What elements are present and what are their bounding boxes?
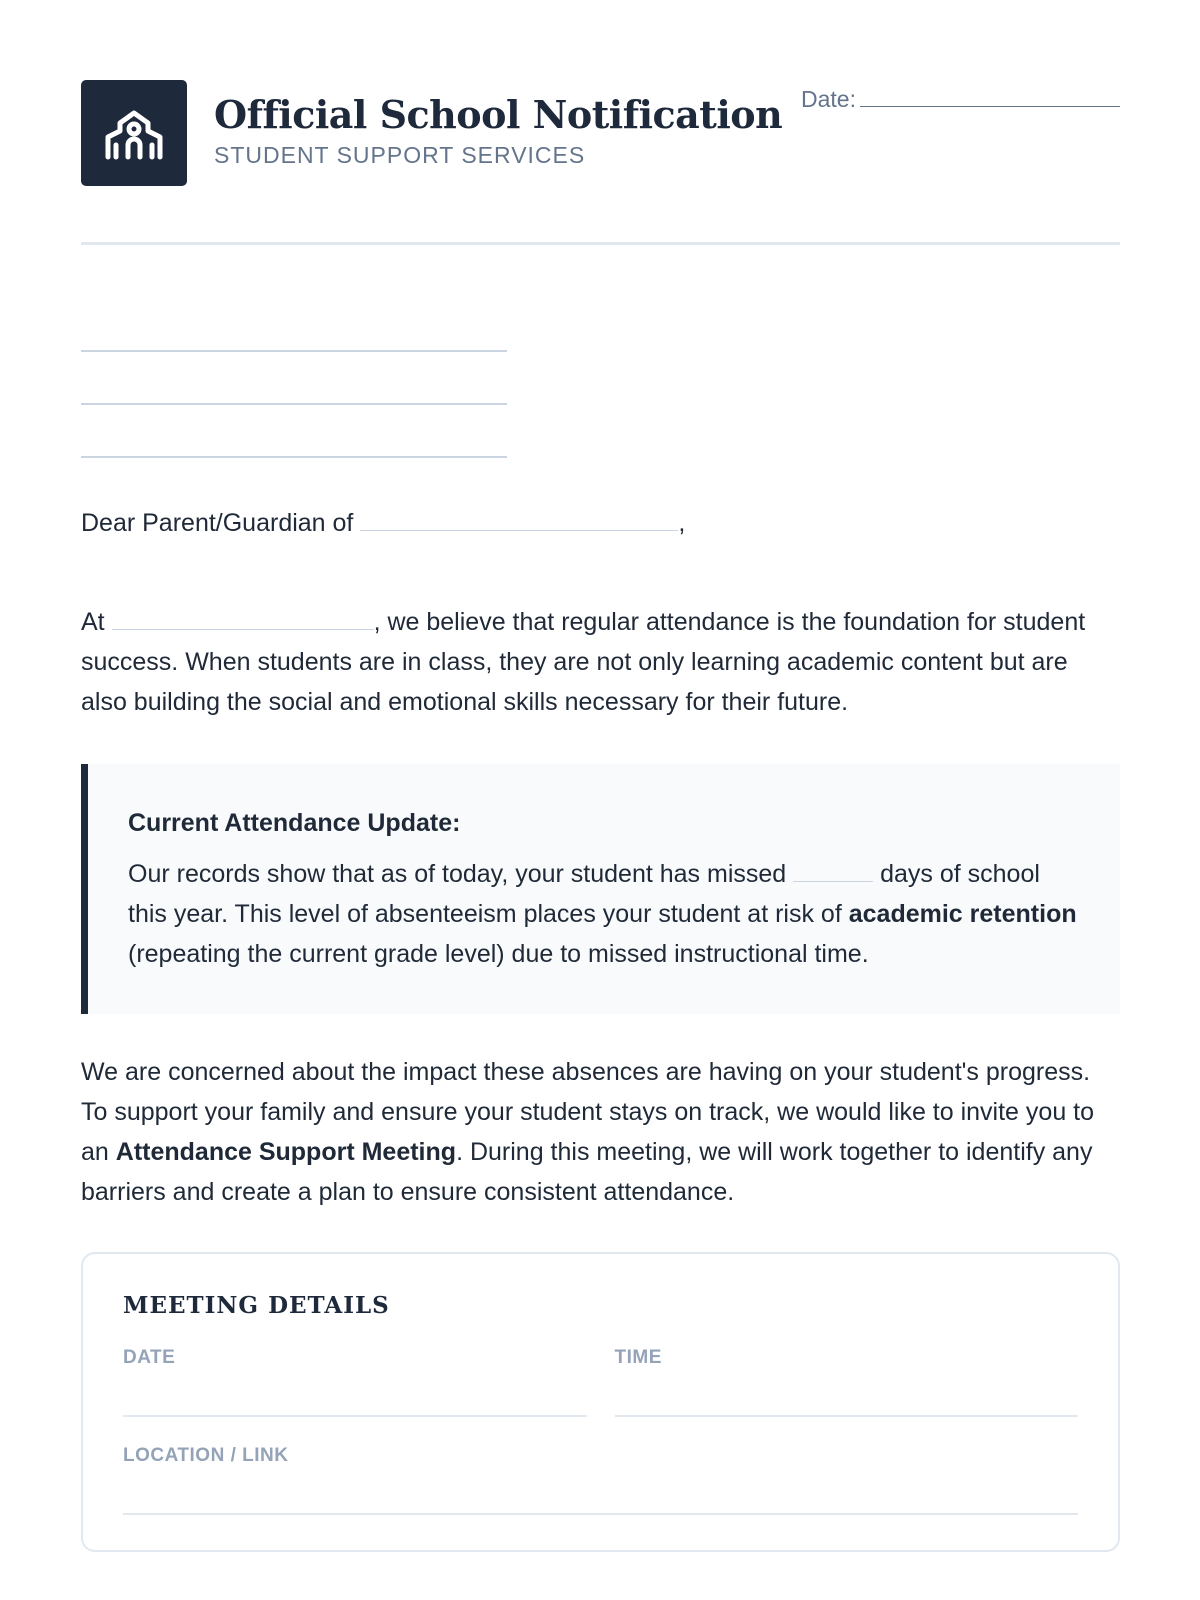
address-line-1[interactable] xyxy=(81,350,507,352)
meeting-location-label: LOCATION / LINK xyxy=(123,1445,289,1466)
attendance-callout xyxy=(81,764,1120,1014)
meeting-details-title: MEETING DETAILS xyxy=(123,1292,390,1319)
intro-paragraph xyxy=(81,602,1120,722)
date-field[interactable] xyxy=(801,86,1120,113)
concern-emphasis: Attendance Support Meeting xyxy=(115,1138,457,1166)
meeting-date-field xyxy=(123,1347,587,1417)
callout-text xyxy=(128,854,1080,974)
letter-page xyxy=(81,80,1120,1552)
concern-text-before: We are concerned about the impact these absences are having on your student's progress. To support your family and ensure your student stays on track, we would like to invite you to an xyxy=(81,1058,1095,1166)
meeting-time-field xyxy=(615,1347,1079,1417)
meeting-time-input[interactable] xyxy=(615,1369,1079,1417)
date-blank[interactable] xyxy=(860,88,1120,107)
meeting-date-input[interactable] xyxy=(123,1369,587,1417)
meeting-details-card xyxy=(81,1252,1120,1552)
intro-prefix: At xyxy=(81,608,105,636)
title-block xyxy=(214,92,782,169)
school-building-icon xyxy=(102,101,166,165)
greeting-prefix: Dear Parent/Guardian of xyxy=(81,509,354,537)
meeting-location-field xyxy=(123,1445,1078,1515)
date-label: Date: xyxy=(801,86,856,112)
letter-header xyxy=(81,80,1120,245)
callout-text-mid: days of school this year. This level of absenteeism places your student at risk of xyxy=(128,860,1040,928)
intro-rest: , we believe that regular attendance is the foundation for student success. When students are in class, they are not only learning academic content but are also building the social and emotional skills necessary for their future. xyxy=(81,608,1086,716)
greeting-suffix: , xyxy=(678,509,686,537)
student-name-blank[interactable] xyxy=(360,506,678,531)
page-subtitle: STUDENT SUPPORT SERVICES xyxy=(214,141,586,168)
concern-paragraph xyxy=(81,1052,1120,1212)
concern-text-after: . During this meeting, we will work together to identify any barriers and create a plan to ensure consistent attendance. xyxy=(81,1138,1093,1206)
callout-title: Current Attendance Update: xyxy=(128,809,461,837)
address-line-3[interactable] xyxy=(81,456,507,458)
school-logo xyxy=(81,80,187,186)
page-title: Official School Notification xyxy=(214,92,783,137)
callout-emphasis: academic retention xyxy=(848,900,1077,928)
meeting-date-time-row xyxy=(123,1347,1078,1417)
days-missed-blank[interactable] xyxy=(793,857,873,882)
meeting-time-label: TIME xyxy=(614,1347,662,1368)
school-name-blank[interactable] xyxy=(112,605,374,630)
address-block xyxy=(81,350,1120,458)
greeting xyxy=(81,503,1120,543)
callout-text-before: Our records show that as of today, your student has missed xyxy=(128,860,787,888)
address-line-2[interactable] xyxy=(81,403,507,405)
meeting-location-input[interactable] xyxy=(123,1467,1078,1515)
callout-text-after: (repeating the current grade level) due to missed instructional time. xyxy=(128,940,869,968)
meeting-date-label: DATE xyxy=(123,1347,176,1368)
